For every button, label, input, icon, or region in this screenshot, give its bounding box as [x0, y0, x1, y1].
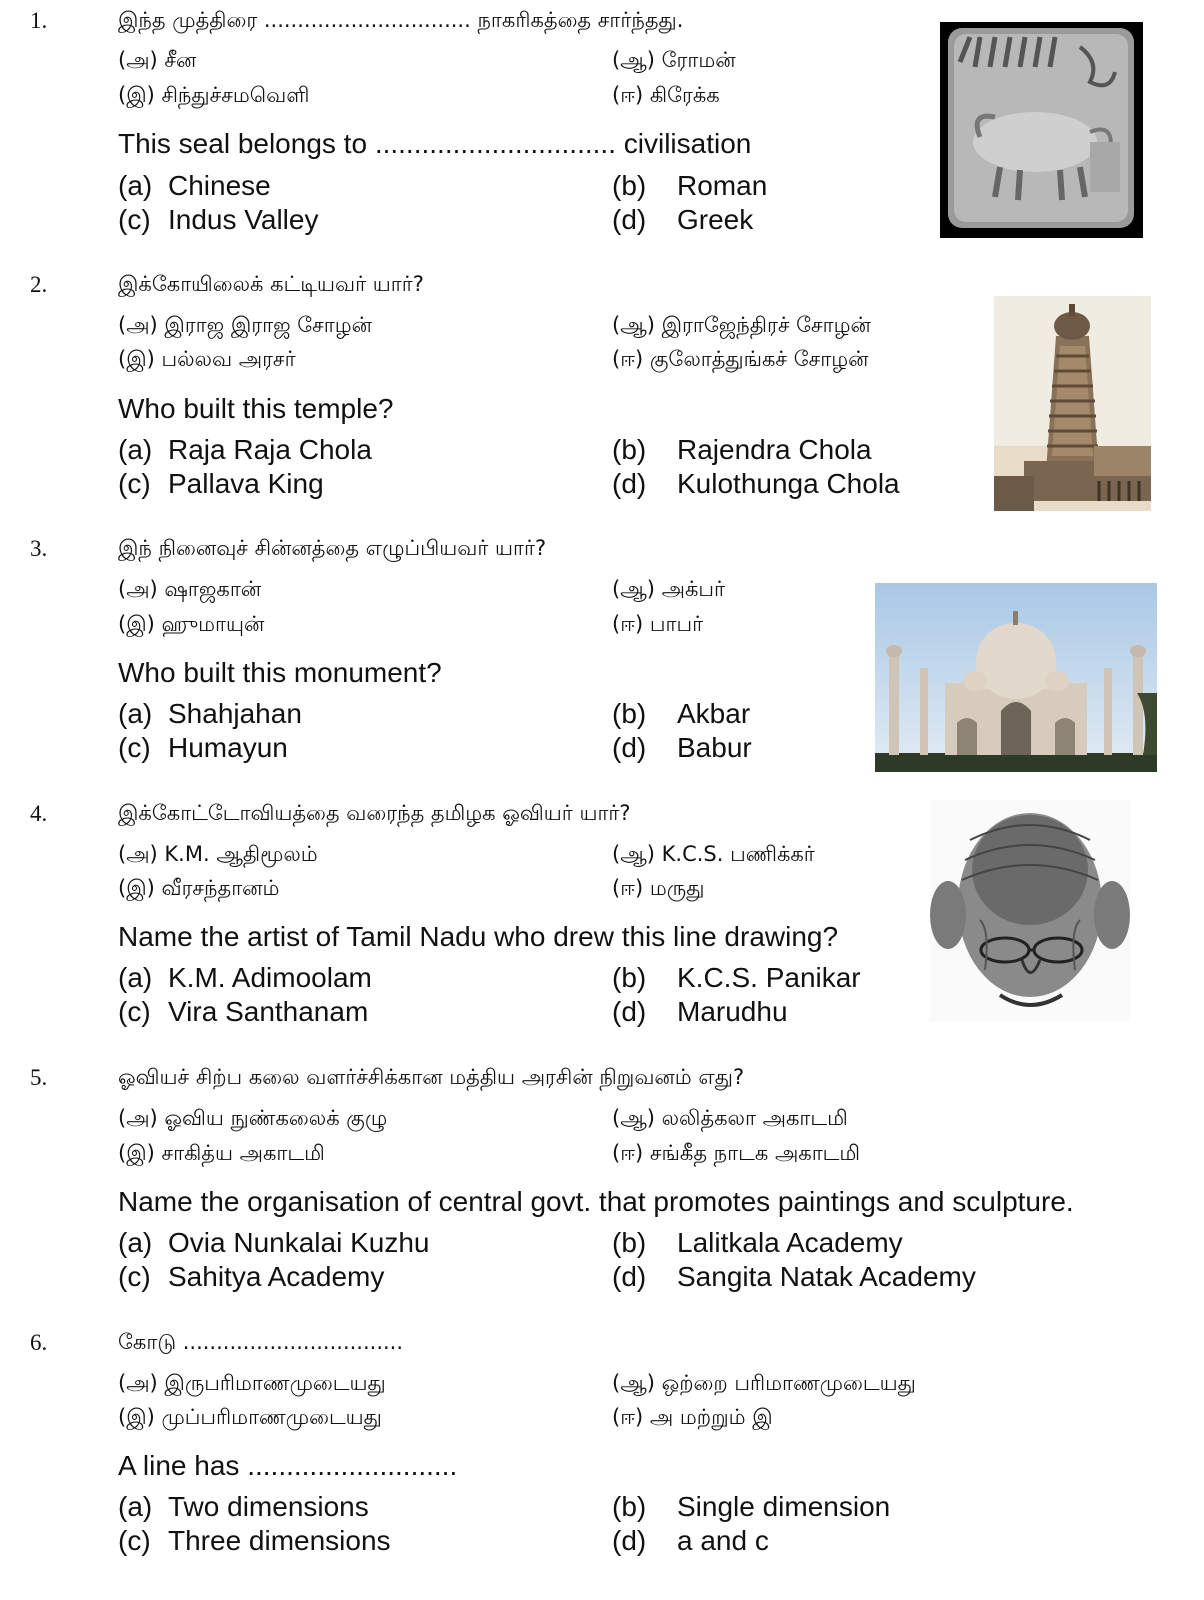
- tamil-question: இக்கோட்டோவியத்தை வரைந்த தமிழக ஓவியர் யார்?: [118, 801, 631, 825]
- question-number: 6.: [30, 1330, 48, 1355]
- english-option-b: (b) Roman: [612, 170, 768, 201]
- tamil-option-c: (இ) வீரசந்தானம்: [118, 876, 280, 900]
- question-number: 5.: [30, 1065, 48, 1090]
- tamil-option-d: (ஈ) குலோத்துங்கச் சோழன்: [612, 347, 869, 371]
- tamil-question: இக்கோயிலைக் கட்டியவர் யார்?: [118, 272, 424, 296]
- tamil-option-b: (ஆ) இராஜேந்திரச் சோழன்: [612, 313, 871, 337]
- english-option-a: (a) Raja Raja Chola: [118, 434, 372, 465]
- english-question: This seal belongs to ............................... civilisation: [118, 128, 752, 159]
- english-option-b: (b) Lalitkala Academy: [612, 1227, 903, 1258]
- english-option-c: (c) Pallava King: [118, 468, 324, 499]
- english-option-b: (b) Rajendra Chola: [612, 434, 872, 465]
- tamil-option-a: (அ) K.M. ஆதிமூலம்: [118, 842, 318, 866]
- line-drawing-portrait-image: [930, 800, 1130, 1022]
- tamil-option-d: (ஈ) அ மற்றும் இ: [612, 1405, 773, 1429]
- tamil-option-c: (இ) சிந்துச்சமவெளி: [118, 83, 310, 107]
- indus-seal-image: [940, 22, 1143, 238]
- tamil-option-b: (ஆ) லலித்கலா அகாடமி: [612, 1106, 848, 1130]
- tamil-option-d: (ஈ) பாபர்: [612, 612, 704, 636]
- english-option-d: (d) Babur: [612, 732, 752, 763]
- tamil-option-c: (இ) முப்பரிமாணமுடையது: [118, 1405, 382, 1429]
- english-option-b: (b) Single dimension: [612, 1491, 891, 1522]
- english-option-d: (d) Marudhu: [612, 996, 788, 1027]
- tamil-question: ஓவியச் சிற்ப கலை வளர்ச்சிக்கான மத்திய அரசின் நிறுவனம் எது?: [118, 1065, 745, 1089]
- tamil-option-b: (ஆ) ஒற்றை பரிமாணமுடையது: [612, 1371, 916, 1395]
- english-option-c: (c) Humayun: [118, 732, 288, 763]
- english-question: Name the artist of Tamil Nadu who drew this line drawing?: [118, 921, 839, 952]
- tamil-option-a: (அ) இருபரிமாணமுடையது: [118, 1371, 386, 1395]
- question-number: 4.: [30, 801, 48, 826]
- tamil-option-a: (அ) இராஜ இராஜ சோழன்: [118, 313, 373, 337]
- english-option-d: (d) a and c: [612, 1525, 769, 1556]
- tamil-option-c: (இ) பல்லவ அரசர்: [118, 347, 296, 371]
- tamil-question: கோடு .................................: [118, 1330, 404, 1354]
- english-question: A line has ...........................: [118, 1450, 458, 1481]
- question-number: 3.: [30, 536, 48, 561]
- english-option-d: (d) Sangita Natak Academy: [612, 1261, 976, 1292]
- english-question: Who built this monument?: [118, 657, 442, 688]
- english-option-c: (c) Sahitya Academy: [118, 1261, 385, 1292]
- tamil-option-b: (ஆ) K.C.S. பணிக்கர்: [612, 842, 815, 866]
- english-option-a: (a) Ovia Nunkalai Kuzhu: [118, 1227, 430, 1258]
- temple-image: [994, 296, 1151, 511]
- question-number: 1.: [30, 8, 48, 33]
- english-question: Who built this temple?: [118, 393, 394, 424]
- english-option-d: (d) Greek: [612, 204, 754, 235]
- english-option-c: (c) Indus Valley: [118, 204, 319, 235]
- english-option-a: (a) Two dimensions: [118, 1491, 369, 1522]
- taj-mahal-image: [875, 583, 1157, 772]
- english-question: Name the organisation of central govt. that promotes paintings and sculpture.: [118, 1186, 1074, 1217]
- question-number: 2.: [30, 272, 48, 297]
- tamil-option-a: (அ) ஷாஜகான்: [118, 577, 262, 601]
- english-option-c: (c) Vira Santhanam: [118, 996, 369, 1027]
- tamil-question: இந்த முத்திரை ............................... நாகரிகத்தை சார்ந்தது.: [118, 8, 684, 32]
- english-option-a: (a) K.M. Adimoolam: [118, 962, 372, 993]
- tamil-option-a: (அ) சீன: [118, 48, 197, 72]
- english-option-d: (d) Kulothunga Chola: [612, 468, 900, 499]
- tamil-question: இந் நினைவுச் சின்னத்தை எழுப்பியவர் யார்?: [118, 536, 547, 560]
- tamil-option-d: (ஈ) கிரேக்க: [612, 83, 720, 107]
- tamil-option-b: (ஆ) ரோமன்: [612, 48, 736, 72]
- tamil-option-a: (அ) ஓவிய நுண்கலைக் குழு: [118, 1106, 388, 1130]
- tamil-option-d: (ஈ) சங்கீத நாடக அகாடமி: [612, 1141, 861, 1165]
- english-option-b: (b) Akbar: [612, 698, 751, 729]
- english-option-a: (a) Shahjahan: [118, 698, 302, 729]
- english-option-b: (b) K.C.S. Panikar: [612, 962, 861, 993]
- tamil-option-c: (இ) ஹுமாயுன்: [118, 612, 265, 636]
- tamil-option-c: (இ) சாகித்ய அகாடமி: [118, 1141, 325, 1165]
- english-option-c: (c) Three dimensions: [118, 1525, 391, 1556]
- tamil-option-b: (ஆ) அக்பர்: [612, 577, 725, 601]
- tamil-option-d: (ஈ) மருது: [612, 876, 705, 900]
- english-option-a: (a) Chinese: [118, 170, 271, 201]
